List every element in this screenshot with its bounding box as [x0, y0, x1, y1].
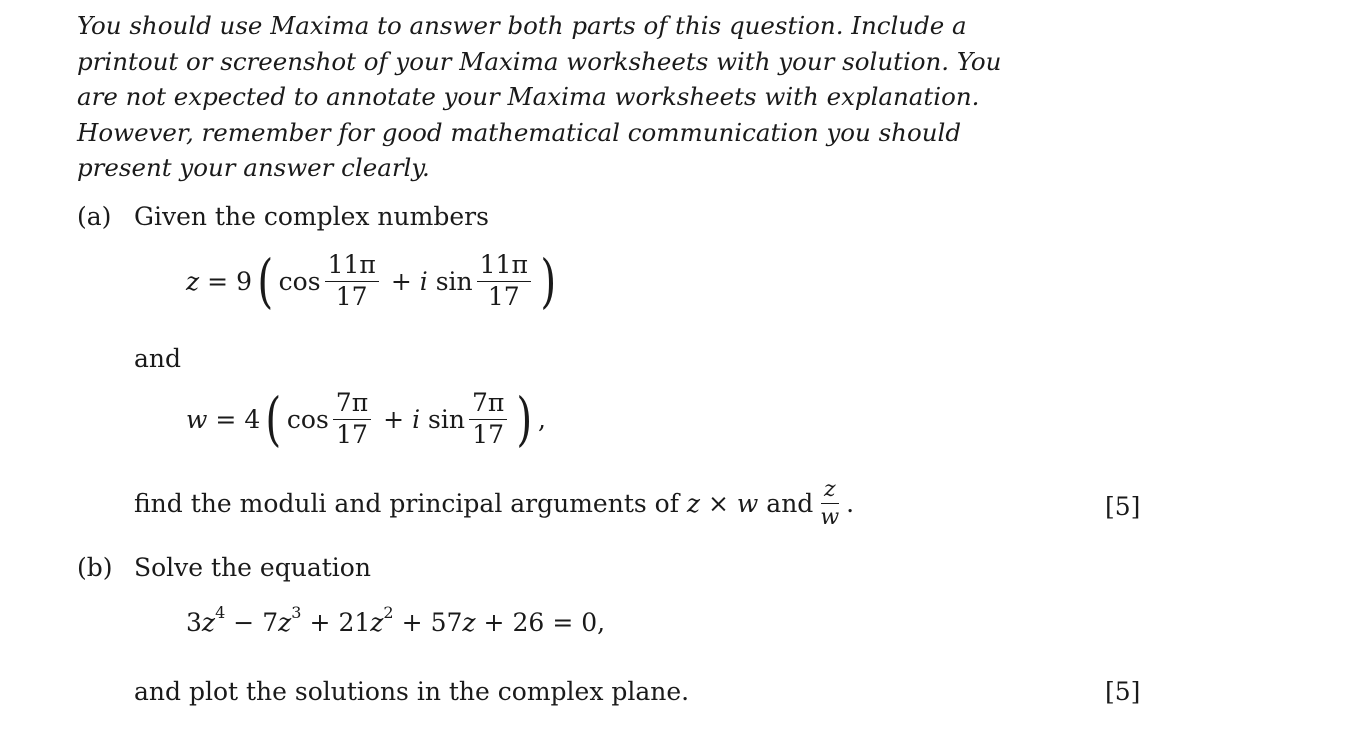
term4-coefficient: 57	[430, 608, 463, 637]
term2-exponent: 3	[291, 603, 302, 622]
term3-coefficient: 21	[338, 608, 371, 637]
quotient-denominator: w	[820, 505, 840, 531]
quotient-numerator: z	[821, 478, 839, 504]
part-a-marks: [5]	[1105, 492, 1141, 521]
part-b-marks: [5]	[1105, 677, 1141, 706]
polynomial-equation: 3 z $^4$ − 7 z $^3$ + 21 z $^2$ + 57 z + 26 = 0 ,	[186, 603, 606, 637]
equation-w: w = 4 ( cos $\frac{7\pi}{17}$ + i sin $\frac{7\pi}{17}$ ) ,	[186, 385, 546, 453]
w-modulus: 4	[244, 404, 261, 434]
w-angle-fraction-sin	[469, 390, 507, 448]
constant-term: 26	[512, 608, 545, 637]
part-a-task-and: and	[766, 489, 814, 519]
w-angle-numerator-sin: 7π	[469, 390, 507, 419]
z-angle-denominator: 17	[335, 281, 368, 311]
equation-z: z = 9 ( cos $\frac{11\pi}{17}$ + i sin $\frac{11\pi}{17}$ )	[186, 247, 557, 315]
w-angle-denominator-sin: 17	[472, 419, 505, 449]
z-angle-numerator: 11π	[325, 252, 379, 281]
z-angle-numerator-sin: 11π	[477, 252, 531, 281]
part-a-prompt: Given the complex numbers	[134, 202, 489, 231]
w-angle-denominator: 17	[336, 419, 368, 449]
term1-coefficient: 3	[186, 608, 202, 637]
part-a-label: (a)	[77, 202, 112, 231]
product-expression: z × w	[686, 489, 759, 519]
z-modulus: 9	[236, 266, 253, 296]
part-b-label: (b)	[77, 553, 113, 582]
z-angle-denominator-sin: 17	[487, 281, 520, 311]
part-a-task-text: find the moduli and principal arguments of	[134, 489, 679, 519]
part-b-task: and plot the solutions in the complex plane.	[134, 677, 690, 706]
w-angle-fraction	[333, 390, 371, 448]
w-variable: w	[186, 404, 208, 434]
w-angle-numerator: 7π	[333, 390, 371, 419]
term3-exponent: 2	[383, 603, 394, 622]
term1-exponent: 4	[215, 603, 226, 622]
quotient-fraction	[817, 478, 842, 529]
z-angle-fraction	[325, 252, 379, 310]
connector-and: and	[134, 344, 182, 373]
z-angle-fraction-sin	[477, 252, 531, 310]
z-variable: z	[186, 266, 200, 296]
part-a-task: find the moduli and principal arguments of z × w and $\frac{z}{w}$ .	[134, 477, 855, 531]
part-b-prompt: Solve the equation	[134, 553, 371, 582]
question-instructions: You should use Maxima to answer both parts of this question. Include a printout or screenshot of your Maxima worksheets with your solution. You are not expected to annotate your Maxima worksheets with explanation. However, remember for good mathematical communication you should present your answer clearly.	[77, 11, 1002, 182]
term2-coefficient: 7	[262, 608, 279, 637]
equation-rhs: 0	[581, 608, 598, 637]
